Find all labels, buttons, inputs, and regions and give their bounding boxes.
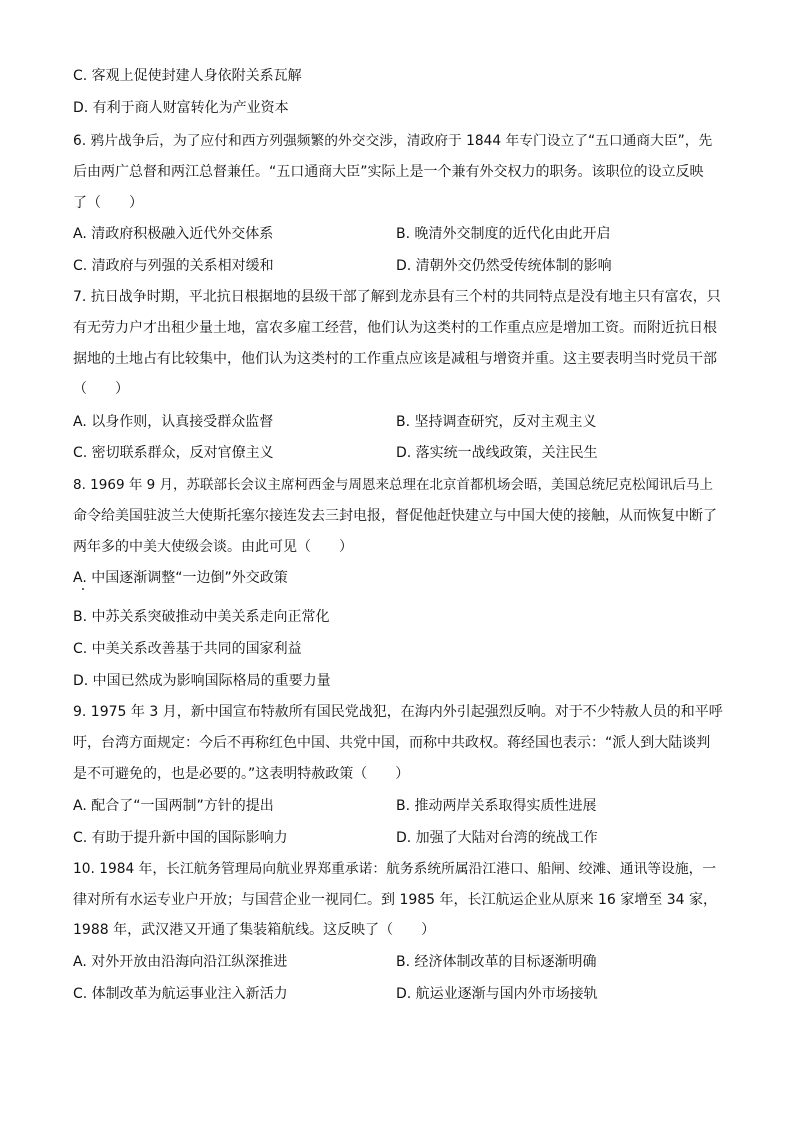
q6-option-c: C. 清政府与列强的关系相对缓和 [73,258,274,274]
q10-stem-line-1: 10. 1984 年，长江航务管理局向航业界郑重承诺：航务系统所属沿江港口、船闸、绞滩、通讯等设施，一 [73,861,717,877]
q6-stem-line-3: 了（ ） [73,195,143,211]
q9-option-c: C. 有助于提升新中国的国际影响力 [73,830,288,846]
q10-option-b: B. 经济体制改革的目标逐渐明确 [396,954,597,970]
q8-option-b: B. 中苏关系突破推动中美关系走向正常化 [73,609,330,625]
q8-option-a: A. 中国逐渐调整“一边倒”外交政策 [73,570,288,586]
q8-stem-line-2: 命令给美国驻波兰大使斯托塞尔接连发去三封电报，督促他赶快建立与中国大使的接触，从而恢复中断了 [73,508,717,524]
q6-option-a: A. 清政府积极融入近代外交体系 [73,226,274,242]
q9-stem-line-3: 是不可避免的，也是必要的。”这表明特赦政策（ ） [73,766,410,782]
q7-option-b: B. 坚持调查研究，反对主观主义 [396,414,597,430]
q9-option-b: B. 推动两岸关系取得实质性进展 [396,798,597,814]
q10-option-c: C. 体制改革为航运事业注入新活力 [73,986,288,1002]
q6-option-d: D. 清朝外交仍然受传统体制的影响 [396,258,612,274]
stray-dot-mark [82,588,84,590]
q8-stem-line-1: 8. 1969 年 9 月，苏联部长会议主席柯西金与周恩来总理在北京首都机场会晤，美国总统尼克松闻讯后马上 [73,477,713,493]
q10-stem-line-3: 1988 年，武汉港又开通了集装箱航线。这反映了（ ） [73,922,436,938]
q7-stem-line-2: 有无劳力户才出租少量土地，富农多雇工经营，他们认为这类村的工作重点应是增加工资。而附近抗日根 [73,320,717,336]
q7-stem-line-4: （ ） [73,381,129,397]
q10-option-a: A. 对外开放由沿海向沿江纵深推进 [73,954,288,970]
q9-option-d: D. 加强了大陆对台湾的统战工作 [396,830,598,846]
q8-option-d: D. 中国已然成为影响国际格局的重要力量 [73,673,331,689]
q5-option-c: C. 客观上促使封建人身依附关系瓦解 [73,68,302,84]
q10-option-d: D. 航运业逐渐与国内外市场接轨 [396,986,598,1002]
q9-stem-line-1: 9. 1975 年 3 月，新中国宣布特赦所有国民党战犯，在海内外引起强烈反响。对于不少特赦人员的和平呼 [73,704,723,720]
q6-stem-line-2: 后由两广总督和两江总督兼任。“五口通商大臣”实际上是一个兼有外交权力的职务。该职位的设立反映 [73,164,704,180]
q9-option-a: A. 配合了“一国两制”方针的提出 [73,798,274,814]
q7-stem-line-1: 7. 抗日战争时期，平北抗日根据地的县级干部了解到龙赤县有三个村的共同特点是没有地主只有富农，只 [73,289,721,305]
q8-stem-line-3: 两年多的中美大使级会谈。由此可见（ ） [73,539,353,555]
q7-option-c: C. 密切联系群众，反对官僚主义 [73,445,274,461]
q9-stem-line-2: 吁，台湾方面规定：今后不再称红色中国、共党中国，而称中共政权。蒋经国也表示：“派人到大陆谈判 [73,735,711,751]
q6-stem-line-1: 6. 鸦片战争后，为了应付和西方列强频繁的外交交涉，清政府于 1844 年专门设立了“五口通商大臣”，先 [73,133,713,149]
q7-option-a: A. 以身作则，认真接受群众监督 [73,414,274,430]
q8-option-c: C. 中美关系改善基于共同的国家利益 [73,641,302,657]
q5-option-d: D. 有利于商人财富转化为产业资本 [73,100,289,116]
q7-stem-line-3: 据地的土地占有比较集中，他们认为这类村的工作重点应该是减租与增资并重。这主要表明当时党员干部 [73,351,717,367]
q7-option-d: D. 落实统一战线政策，关注民生 [396,445,598,461]
q6-option-b: B. 晚清外交制度的近代化由此开启 [396,226,611,242]
q10-stem-line-2: 律对所有水运专业户开放；与国营企业一视同仁。到 1985 年，长江航运企业从原来 16 家增至 34 家， [73,892,717,908]
